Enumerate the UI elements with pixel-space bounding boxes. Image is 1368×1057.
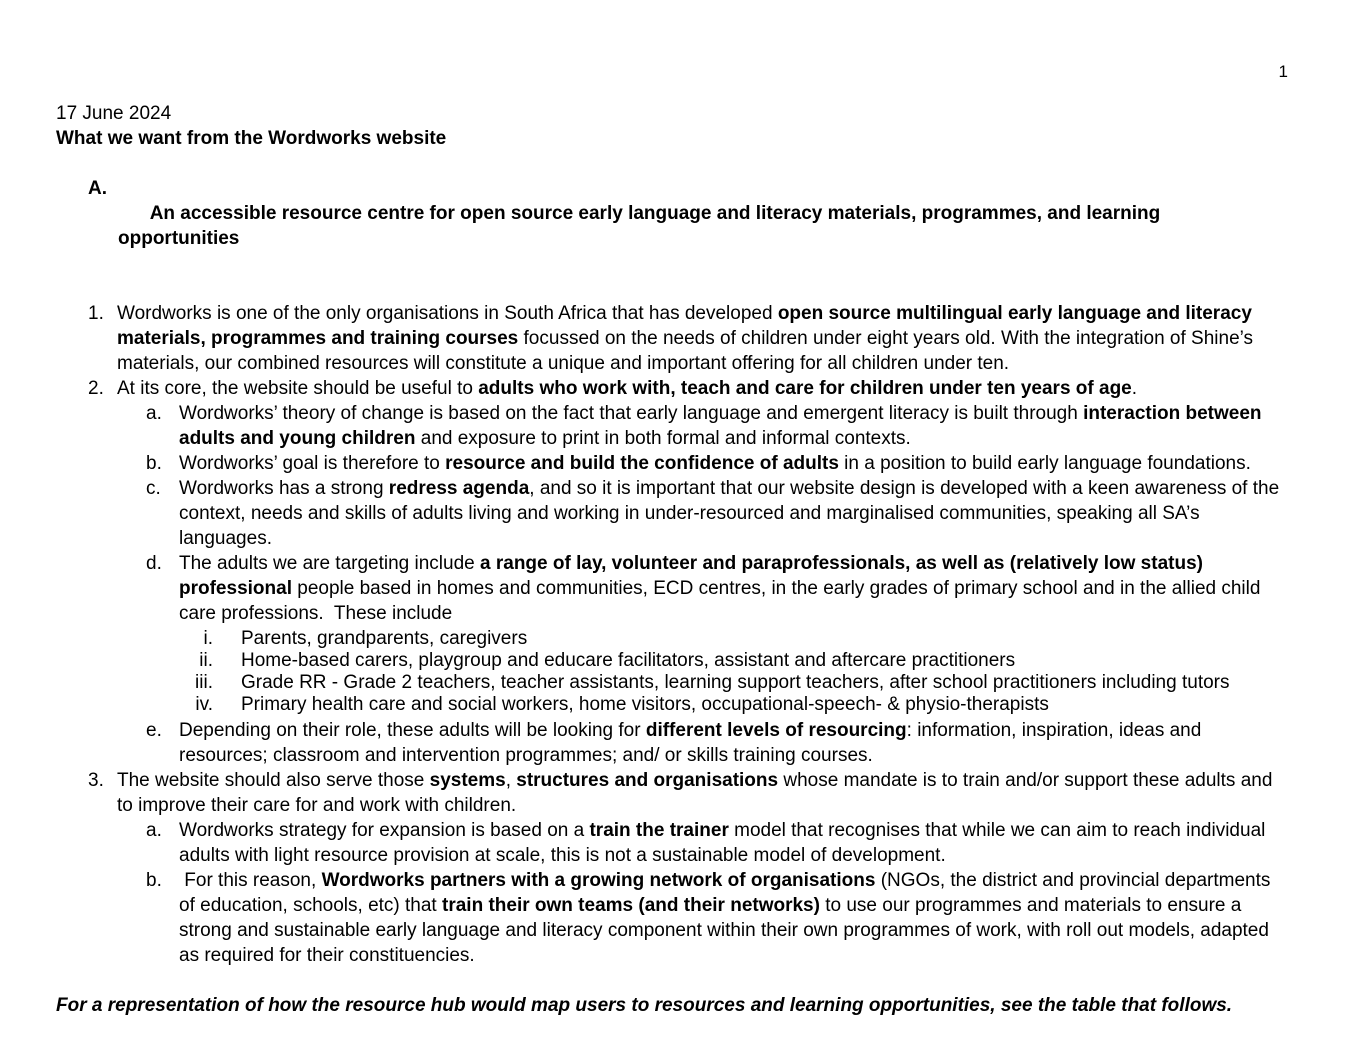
text-segment: Primary health care and social workers, home visitors, occupational-speech- & physio-therapists — [241, 694, 1049, 715]
list-item — [56, 301, 1286, 376]
text-segment: whose mandate is to train and/or support these adults and to improve their care for and work with children. — [117, 770, 1278, 816]
document-title: What we want from the Wordworks website — [56, 128, 447, 149]
list-item — [56, 551, 1286, 626]
list-item — [56, 451, 1286, 476]
document-body — [56, 301, 1286, 968]
list-marker: c. — [146, 478, 161, 499]
list-item-text — [241, 694, 1049, 715]
text-segment-bold: redress agenda — [388, 478, 530, 499]
text-segment: model that recognises that while we can aim to reach individual adults with light resource provision at scale, this is not a sustainable model of development. — [179, 820, 1271, 866]
text-segment: to use our programmes and materials to ensure a strong and sustainable early language and literacy component within their own programmes of work, with roll out models, adapted as required for their constituencies. — [179, 895, 1275, 966]
list-item — [56, 376, 1286, 401]
text-segment: Wordworks’ goal is therefore to — [179, 453, 446, 474]
text-segment: , and so it is important that our website design is developed with a keen awareness of the context, needs and skills of adults living and working in under-resourced and marginalised communities, speaking all SA’s languages. — [179, 478, 1285, 549]
list-item-text — [241, 650, 1015, 671]
text-segment: people based in homes and communities, ECD centres, in the early grades of primary school and in the allied child care professions. These include — [179, 578, 1266, 624]
list-item-text — [117, 770, 1278, 816]
text-segment: Grade RR - Grade 2 teachers, teacher assistants, learning support teachers, after school practitioners including tutors — [241, 672, 1230, 693]
text-segment: Depending on their role, these adults will be looking for — [179, 720, 646, 741]
text-segment: Home-based carers, playgroup and educare facilitators, assistant and aftercare practitioners — [241, 650, 1016, 671]
list-marker: ii. — [199, 650, 213, 671]
text-segment-bold: adults who work with, teach and care for children under ten years of age — [478, 378, 1132, 399]
list-item — [56, 718, 1286, 768]
list-item-text — [241, 672, 1230, 693]
text-segment-bold: Wordworks partners with a growing network of organisations — [321, 870, 876, 891]
list-marker: iii. — [195, 672, 213, 693]
list-marker: 2. — [88, 378, 104, 399]
text-segment: The adults we are targeting include — [179, 553, 481, 574]
list-item-text — [241, 628, 527, 649]
list-marker: a. — [146, 820, 162, 841]
list-item — [56, 650, 1286, 672]
text-segment-bold: train their own teams (and their networks) — [442, 895, 820, 916]
list-item-text — [179, 453, 1251, 474]
text-segment: , — [505, 770, 517, 791]
list-item — [56, 628, 1286, 650]
text-segment-bold: resource and build the confidence of adults — [445, 453, 839, 474]
text-segment: Parents, grandparents, caregivers — [241, 628, 528, 649]
list-marker: e. — [146, 720, 162, 741]
section-heading-text: An accessible resource centre for open source early language and literacy materials, programmes, and learning opportunities — [118, 203, 1166, 249]
list-item — [56, 768, 1286, 818]
list-item-text — [179, 720, 1207, 766]
date-line: 17 June 2024 — [56, 103, 172, 124]
list-item-text — [179, 820, 1271, 866]
list-item-text — [117, 303, 1258, 374]
text-segment: At its core, the website should be useful to — [117, 378, 479, 399]
list-marker: iv. — [195, 694, 213, 715]
text-segment-bold: structures and organisations — [516, 770, 779, 791]
list-item — [56, 694, 1286, 716]
text-segment: . — [1131, 378, 1138, 399]
text-segment: For this reason, — [179, 870, 322, 891]
section-marker: A. — [88, 178, 107, 199]
list-item-text — [179, 403, 1267, 449]
list-marker: i. — [203, 628, 213, 649]
list-marker: b. — [146, 453, 162, 474]
list-item-text — [179, 478, 1284, 549]
footer-note: For a representation of how the resource hub would map users to resources and learning opportunities, see the table that follows. — [56, 995, 1233, 1016]
list-marker: a. — [146, 403, 162, 424]
text-segment: Wordworks’ theory of change is based on the fact that early language and emergent literacy is built through — [179, 403, 1084, 424]
list-marker: d. — [146, 553, 162, 574]
list-marker: b. — [146, 870, 162, 891]
list-item — [56, 401, 1286, 451]
text-segment: (NGOs, the district and provincial departments of education, schools, etc) that — [179, 870, 1276, 916]
text-segment-bold: train the trainer — [589, 820, 729, 841]
text-segment-bold: interaction between adults and young children — [179, 403, 1267, 449]
text-segment-bold: systems — [429, 770, 506, 791]
page-number: 1 — [1278, 62, 1288, 81]
text-segment-bold: open source multilingual early language and literacy materials, programmes and training courses — [117, 303, 1258, 349]
list-item — [56, 868, 1286, 968]
section-heading — [56, 176, 1286, 276]
text-segment: Wordworks has a strong — [179, 478, 389, 499]
document-content — [56, 101, 1286, 1018]
text-segment: : information, inspiration, ideas and resources; classroom and intervention programmes; and/ or skills training courses. — [179, 720, 1207, 766]
text-segment: Wordworks strategy for expansion is based on a — [179, 820, 590, 841]
text-segment: focussed on the needs of children under eight years old. With the integration of Shine’s materials, our combined resources will constitute a unique and important offering for all children under ten. — [117, 328, 1259, 374]
text-segment: The website should also serve those — [117, 770, 430, 791]
list-marker: 3. — [88, 770, 104, 791]
list-item — [56, 672, 1286, 694]
text-segment: and exposure to print in both formal and informal contexts. — [415, 428, 911, 449]
list-item-text — [179, 870, 1276, 966]
list-marker: 1. — [88, 303, 104, 324]
list-item — [56, 818, 1286, 868]
text-segment-bold: a range of lay, volunteer and paraprofessionals, as well as (relatively low status) professional — [179, 553, 1209, 599]
list-item — [56, 476, 1286, 551]
text-segment: in a position to build early language foundations. — [838, 453, 1251, 474]
list-item-text — [117, 378, 1137, 399]
list-item-text — [179, 553, 1266, 624]
text-segment-bold: different levels of resourcing — [645, 720, 907, 741]
text-segment: Wordworks is one of the only organisations in South Africa that has developed — [117, 303, 778, 324]
